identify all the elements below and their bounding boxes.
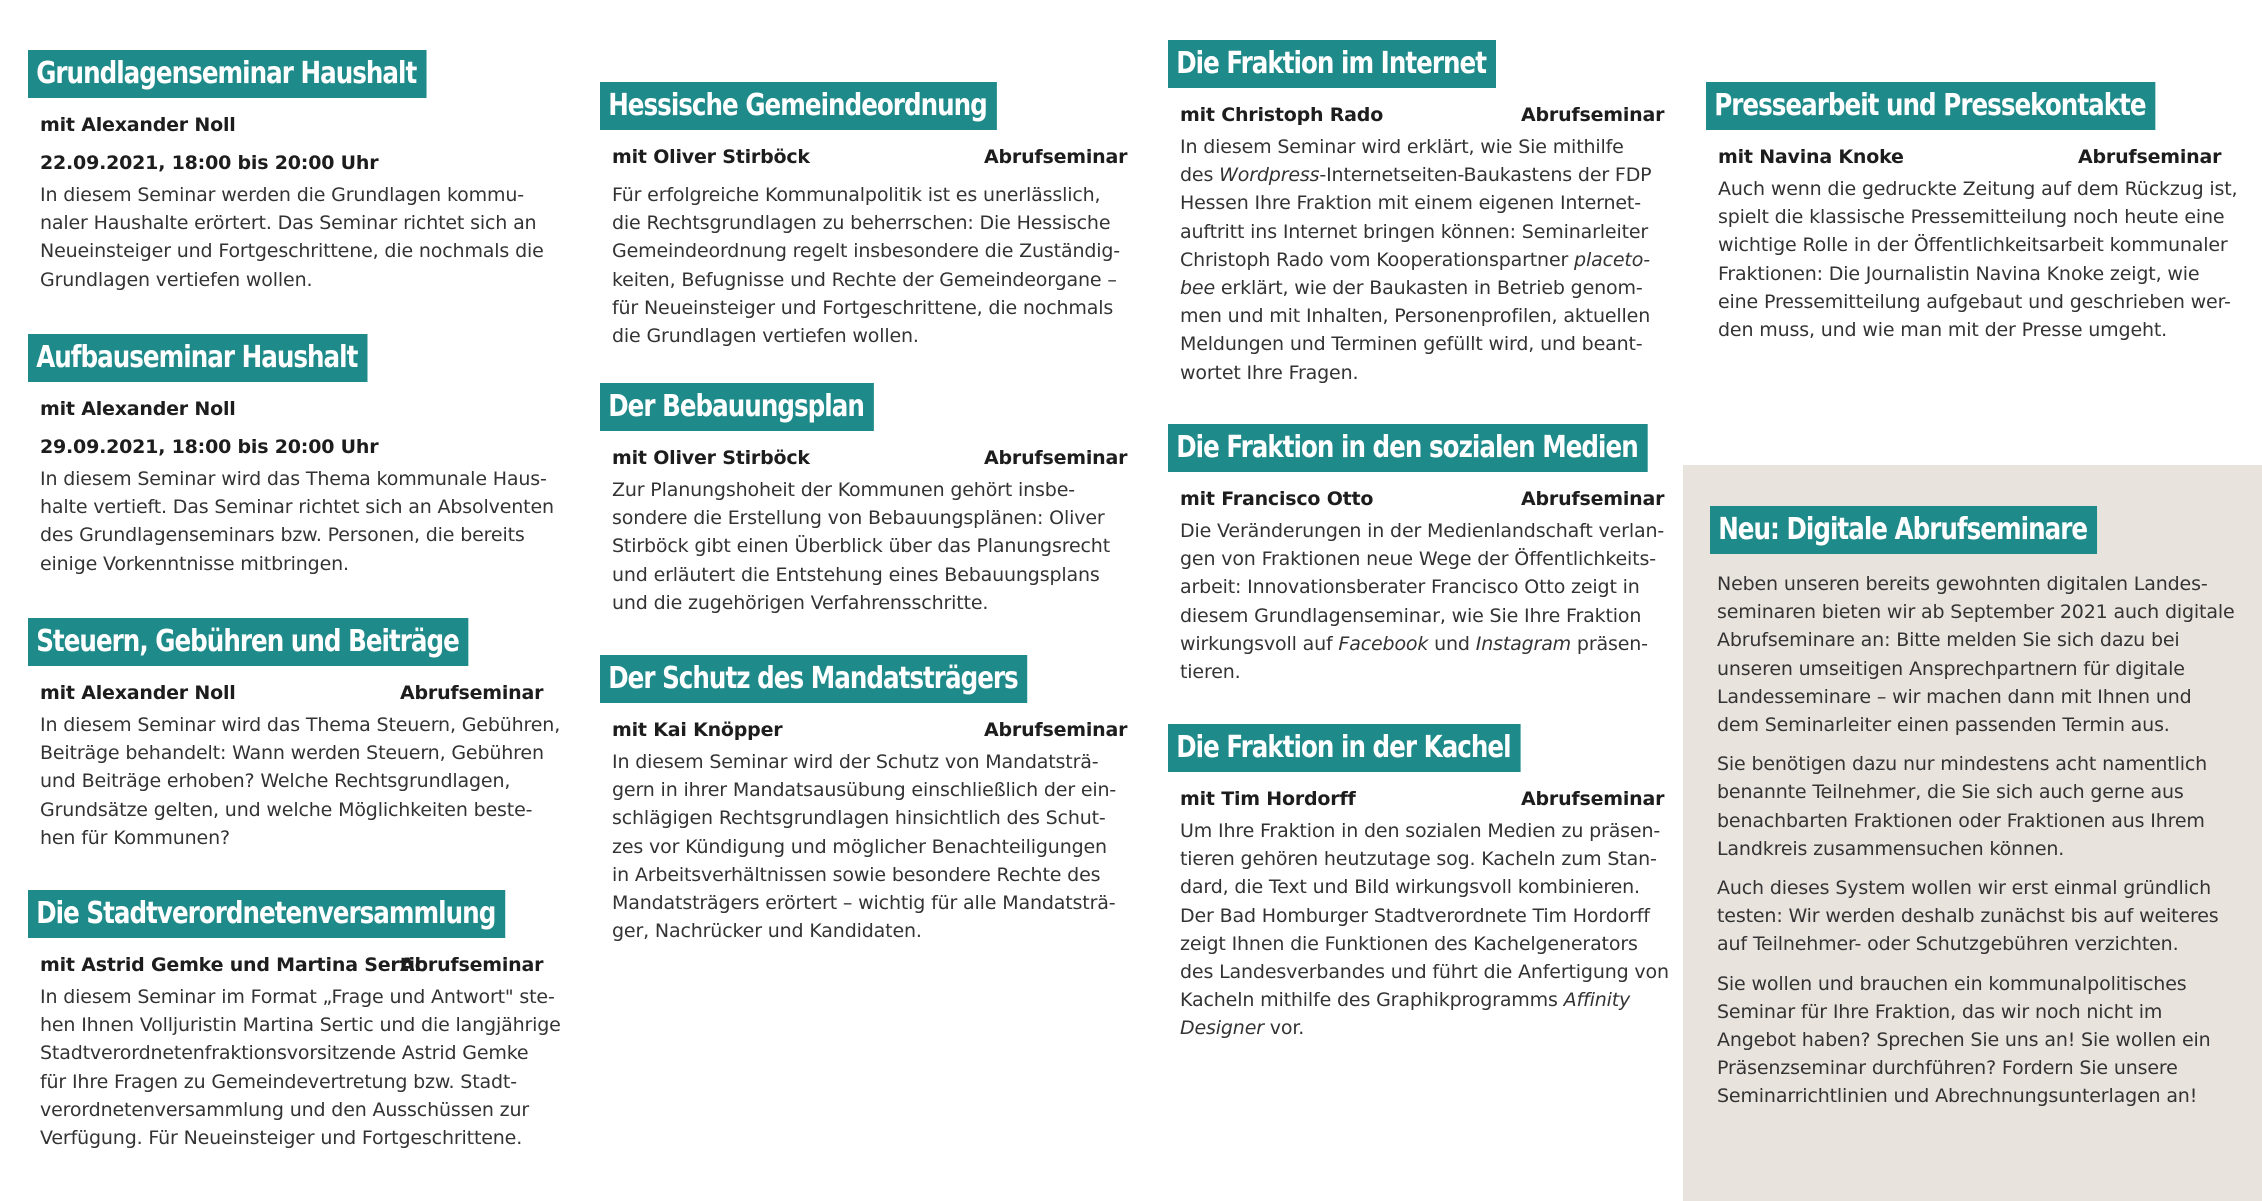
- panel-paragraph: [1717, 874, 2262, 959]
- seminar-title: Die Fraktion im Internet: [1168, 40, 1496, 88]
- text-line: Kacheln mithilfe des Graphikprogramms Affinity: [1180, 989, 1631, 1012]
- seminar-description: [1168, 133, 1688, 387]
- text-line: diesem Grundlagenseminar, wie Sie Ihre Fraktion: [1180, 604, 1642, 627]
- text-line: Präsenzseminar durchführen? Fordern Sie unsere: [1717, 1057, 2178, 1080]
- seminar-fraktion-internet: [1168, 40, 1688, 387]
- text-line: den muss, und wie man mit der Presse umgeht.: [1718, 319, 2168, 342]
- text-line: dem Seminarleiter einen passenden Termin aus.: [1717, 714, 2170, 737]
- text-line: Angebot haben? Sprechen Sie uns an! Sie wollen ein: [1717, 1029, 2211, 1052]
- seminar-title: Die Fraktion in den sozialen Medien: [1168, 424, 1648, 472]
- text-line: gern in ihrer Mandatsausübung einschließlich der ein-: [612, 779, 1117, 802]
- text-line: In diesem Seminar werden die Grundlagen kommu-: [40, 184, 524, 206]
- seminar-fraktion-soziale-medien: [1168, 424, 1688, 686]
- text-line: seminaren bieten wir ab September 2021 auch digitale: [1717, 601, 2235, 624]
- text-line: verordnetenversammlung und den Ausschüssen zur: [40, 1098, 530, 1121]
- seminar-grundlagen-haushalt: [28, 50, 548, 294]
- text-line: tieren gehören heutzutage sog. Kacheln zum Stan-: [1180, 848, 1657, 871]
- seminar-bebauungsplan: [600, 383, 1128, 617]
- seminar-fraktion-kachel: [1168, 724, 1688, 1043]
- text-line: des Grundlagenseminars bzw. Personen, die bereits: [40, 524, 525, 547]
- abrufseminar-tag: Abrufseminar: [1521, 488, 1665, 510]
- seminar-pressearbeit: [1706, 82, 2246, 344]
- text-line: in Arbeitsverhältnissen sowie besondere Rechte des: [612, 863, 1101, 886]
- text-line: dard, die Text und Bild wirkungsvoll kombinieren.: [1180, 876, 1640, 899]
- text-line: wirkungsvoll auf Facebook und Instagram präsen-: [1180, 632, 1648, 655]
- seminar-title: Der Schutz des Mandatsträgers: [600, 655, 1028, 703]
- seminar-title: Die Stadtverordnetenversammlung: [28, 890, 505, 938]
- abrufseminar-tag: Abrufseminar: [2078, 146, 2222, 168]
- text-line: Christoph Rado vom Kooperationspartner placeto-: [1180, 248, 1650, 271]
- text-line: die Rechtsgrundlagen zu beherrschen: Die Hessische: [612, 212, 1111, 235]
- text-line: Abrufseminare an: Bitte melden Sie sich dazu bei: [1717, 629, 2180, 652]
- digitale-abrufseminare-panel: [1683, 465, 2262, 1201]
- text-line: Auch dieses System wollen wir erst einmal gründlich: [1717, 877, 2211, 900]
- panel-paragraph: [1717, 970, 2262, 1111]
- seminar-description: [600, 748, 1120, 945]
- text-line: und Beiträge erhoben? Welche Rechtsgrundlagen,: [40, 770, 511, 793]
- text-line: eine Pressemitteilung aufgebaut und geschrieben wer-: [1718, 290, 2231, 313]
- text-line: hen für Kommunen?: [40, 826, 230, 849]
- text-line: In diesem Seminar wird der Schutz von Mandatsträ-: [612, 751, 1099, 773]
- text-line: Beiträge behandelt: Wann werden Steuern, Gebühren: [40, 742, 544, 765]
- text-line: gen von Fraktionen neue Wege der Öffentlichkeits-: [1180, 548, 1656, 571]
- text-line: zeigt Ihnen die Funktionen des Kachelgenerators: [1180, 932, 1638, 955]
- abrufseminar-tag: Abrufseminar: [1521, 104, 1665, 126]
- text-line: Fraktionen: Die Journalistin Navina Knoke zeigt, wie: [1718, 262, 2200, 285]
- text-line: Seminarrichtlinien und Abrechnungsunterlagen an!: [1717, 1085, 2198, 1108]
- text-line: zes vor Kündigung und möglicher Benachteiligungen: [612, 835, 1107, 858]
- panel-paragraph: [1717, 750, 2262, 863]
- seminar-description: [28, 465, 554, 578]
- text-line: Die Veränderungen in der Medienlandschaft verlan-: [1180, 520, 1665, 542]
- text-line: Neben unseren bereits gewohnten digitalen Landes-: [1717, 573, 2208, 595]
- seminar-title: Die Fraktion in der Kachel: [1168, 724, 1520, 772]
- abrufseminar-tag: Abrufseminar: [1521, 788, 1665, 810]
- seminar-speaker: mit Francisco Otto Abrufseminar: [1168, 485, 1688, 513]
- text-line: Sie benötigen dazu nur mindestens acht namentlich: [1717, 753, 2208, 776]
- seminar-title: Aufbauseminar Haushalt: [28, 334, 367, 382]
- text-line: Verfügung. Für Neueinsteiger und Fortgeschrittene.: [40, 1127, 523, 1150]
- seminar-title: Hessische Gemeindeordnung: [600, 82, 997, 130]
- seminar-title: Steuern, Gebühren und Beiträge: [28, 618, 469, 666]
- text-line: des Landesverbandes und führt die Anfertigung von: [1180, 961, 1669, 984]
- text-line: unseren umseitigen Ansprechpartnern für digitale: [1717, 657, 2185, 680]
- text-line: tieren.: [1180, 661, 1241, 684]
- text-line: Stirböck gibt einen Überblick über das Planungsrecht: [612, 535, 1110, 558]
- text-line: Seminar für Ihre Fraktion, das wir noch nicht im: [1717, 1000, 2163, 1023]
- text-line: und die zugehörigen Verfahrensschritte.: [612, 591, 989, 614]
- seminar-title: Grundlagenseminar Haushalt: [28, 50, 426, 98]
- text-line: Stadtverordnetenfraktionsvorsitzende Astrid Gemke: [40, 1042, 529, 1065]
- text-line: für Neueinsteiger und Fortgeschrittene, die nochmals: [612, 296, 1114, 319]
- text-line: Sie wollen und brauchen ein kommunalpolitisches: [1717, 972, 2187, 995]
- seminar-date: 22.09.2021, 18:00 bis 20:00 Uhr: [40, 152, 379, 174]
- text-line: ger, Nachrücker und Kandidaten.: [612, 920, 922, 943]
- text-line: In diesem Seminar wird erklärt, wie Sie mithilfe: [1180, 136, 1624, 158]
- text-line: Mandatsträgers erörtert – wichtig für alle Mandatsträ-: [612, 892, 1116, 915]
- text-line: men und mit Inhalten, Personenprofilen, aktuellen: [1180, 305, 1651, 328]
- seminar-description: [1706, 175, 2246, 344]
- text-line: schlägigen Rechtsgrundlagen hinsichtlich des Schut-: [612, 807, 1106, 830]
- text-line: auf Teilnehmer- oder Schutzgebühren verzichten.: [1717, 933, 2179, 956]
- panel-body: [1717, 570, 2262, 1111]
- seminar-description: [600, 476, 1120, 617]
- text-line: wichtige Rolle in der Öffentlichkeitsarbeit kommunaler: [1718, 234, 2228, 257]
- seminar-speaker: mit Tim Hordorff Abrufseminar: [1168, 785, 1688, 813]
- seminar-description: [1168, 517, 1688, 686]
- seminar-description: [28, 983, 561, 1152]
- text-line: halte vertieft. Das Seminar richtet sich an Absolventen: [40, 496, 554, 519]
- text-line: naler Haushalte erörtert. Das Seminar richtet sich an: [40, 212, 537, 235]
- text-line: Neueinsteiger und Fortgeschrittene, die nochmals die: [40, 240, 544, 263]
- text-line: benachbarten Fraktionen oder Fraktionen aus Ihrem: [1717, 809, 2205, 832]
- seminar-aufbau-haushalt: [28, 334, 554, 578]
- seminar-speaker: mit Astrid Gemke und Martina Sertic Abrufseminar: [28, 951, 548, 979]
- text-line: keiten, Befugnisse und Rechte der Gemeindeorgane –: [612, 268, 1117, 291]
- text-line: spielt die klassische Pressemitteilung noch heute eine: [1718, 206, 2225, 229]
- text-line: einige Vorkenntnisse mitbringen.: [40, 552, 349, 575]
- text-line: Zur Planungshoheit der Kommunen gehört insbe-: [612, 479, 1075, 501]
- text-line: Landkreis zusammensuchen können.: [1717, 837, 2065, 860]
- text-line: Um Ihre Fraktion in den sozialen Medien zu präsen-: [1180, 820, 1661, 842]
- text-line: Für erfolgreiche Kommunalpolitik ist es unerlässlich,: [612, 184, 1101, 206]
- text-line: Der Bad Homburger Stadtverordnete Tim Hordorff: [1180, 904, 1650, 927]
- panel-title: Neu: Digitale Abrufseminare: [1710, 506, 2097, 554]
- text-line: Designer vor.: [1180, 1017, 1305, 1040]
- text-line: Meldungen und Terminen gefüllt wird, und beant-: [1180, 333, 1643, 356]
- seminar-description: [1168, 817, 1688, 1043]
- text-line: In diesem Seminar im Format „Frage und Antwort" ste-: [40, 986, 555, 1008]
- seminar-steuern-gebuehren: [28, 618, 561, 852]
- seminar-speaker: mit Kai Knöpper Abrufseminar: [600, 716, 1120, 744]
- text-line: Gemeindeordnung regelt insbesondere die Zuständig-: [612, 240, 1120, 263]
- text-line: Grundsätze gelten, und welche Möglichkeiten beste-: [40, 798, 533, 821]
- text-line: Hessen Ihre Fraktion mit einem eigenen Internet-: [1180, 192, 1641, 215]
- seminar-schutz-mandatstraeger: [600, 655, 1128, 945]
- text-line: die Grundlagen vertiefen wollen.: [612, 325, 919, 348]
- text-line: und erläutert die Entstehung eines Bebauungsplans: [612, 563, 1100, 586]
- text-line: testen: Wir werden deshalb zunächst bis auf weiteres: [1717, 905, 2219, 928]
- seminar-description: [28, 181, 548, 294]
- text-line: wortet Ihre Fragen.: [1180, 361, 1359, 384]
- abrufseminar-tag: Abrufseminar: [400, 954, 544, 976]
- seminar-description: [600, 181, 1120, 350]
- abrufseminar-tag: Abrufseminar: [984, 719, 1128, 741]
- panel-paragraph: [1717, 570, 2262, 739]
- seminar-title: Der Bebauungsplan: [600, 383, 874, 431]
- seminar-stadtverordnetenversammlung: [28, 890, 561, 1152]
- text-line: sondere die Erstellung von Bebauungsplänen: Oliver: [612, 507, 1105, 530]
- abrufseminar-tag: Abrufseminar: [400, 682, 544, 704]
- seminar-speaker: mit Navina Knoke Abrufseminar: [1706, 143, 2246, 171]
- text-line: In diesem Seminar wird das Thema Steuern, Gebühren,: [40, 714, 561, 736]
- seminar-speaker: mit Alexander Noll Abrufseminar: [28, 679, 548, 707]
- seminar-date: 29.09.2021, 18:00 bis 20:00 Uhr: [40, 436, 379, 458]
- text-line: auftritt ins Internet bringen können: Seminarleiter: [1180, 220, 1649, 243]
- seminar-speaker: mit Oliver Stirböck Abrufseminar: [600, 143, 1120, 171]
- text-line: Landesseminare – wir machen dann mit Ihnen und: [1717, 685, 2192, 708]
- text-line: In diesem Seminar wird das Thema kommunale Haus-: [40, 468, 547, 490]
- text-line: arbeit: Innovationsberater Francisco Otto zeigt in: [1180, 576, 1640, 599]
- text-line: Auch wenn die gedruckte Zeitung auf dem Rückzug ist,: [1718, 178, 2238, 200]
- seminar-speaker: mit Alexander Noll: [40, 398, 236, 420]
- seminar-title: Pressearbeit und Pressekontakte: [1706, 82, 2155, 130]
- text-line: für Ihre Fragen zu Gemeindevertretung bzw. Stadt-: [40, 1070, 517, 1093]
- seminar-speaker: mit Oliver Stirböck Abrufseminar: [600, 444, 1120, 472]
- abrufseminar-tag: Abrufseminar: [984, 146, 1128, 168]
- seminar-speaker: mit Alexander Noll: [40, 114, 236, 136]
- text-line: bee erklärt, wie der Baukasten in Betrieb genom-: [1180, 277, 1643, 300]
- text-line: hen Ihnen Volljuristin Martina Sertic und die langjährige: [40, 1014, 561, 1037]
- seminar-description: [28, 711, 561, 852]
- text-line: benannte Teilnehmer, die Sie sich auch gerne aus: [1717, 781, 2184, 804]
- abrufseminar-tag: Abrufseminar: [984, 447, 1128, 469]
- seminar-hessische-gemeindeordnung: [600, 82, 1128, 350]
- text-line: Grundlagen vertiefen wollen.: [40, 268, 313, 291]
- seminar-speaker: mit Christoph Rado Abrufseminar: [1168, 101, 1688, 129]
- text-line: des Wordpress-Internetseiten-Baukastens der FDP: [1180, 164, 1652, 187]
